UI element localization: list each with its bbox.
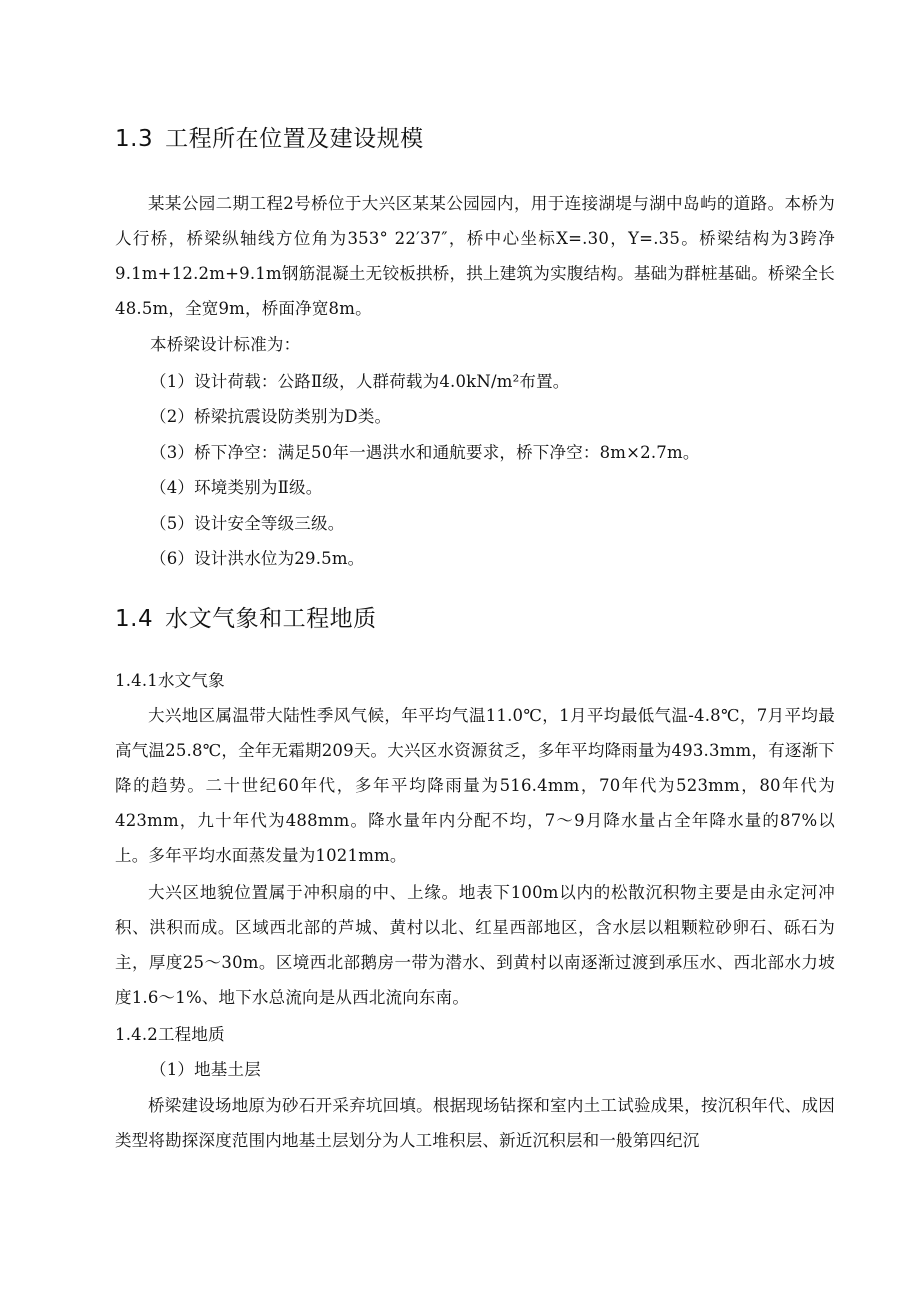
- section-1-3-number: 1.3: [115, 126, 154, 152]
- standard-item-3: （3）桥下净空：满足50年一遇洪水和通航要求，桥下净空：8m×2.7m。: [150, 443, 700, 462]
- section-1-4-heading: [115, 600, 377, 633]
- section-1-4-number: 1.4: [115, 606, 154, 632]
- section-1-3-title: 工程所在位置及建设规模: [165, 126, 424, 152]
- standard-item-5: （5）设计安全等级三级。: [150, 514, 345, 533]
- section-1-3-paragraph: 某某公园二期工程2号桥位于大兴区某某公园园内，用于连接湖堤与湖中岛屿的道路。本桥为人行桥，桥梁纵轴线方位角为353° 22′37″，桥中心坐标X=.30，Y=.35。桥梁结构为3跨净9.1m+12.2m+9.1m钢筋混凝土无铰板拱桥，拱上建筑为实腹结构。基础为群桩基础。桥梁全长48.5m，全宽9m，桥面净宽8m。: [115, 194, 835, 318]
- hydrology-paragraph-1: 大兴地区属温带大陆性季风气候，年平均气温11.0℃，1月平均最低气温-4.8℃，7月平均最高气温25.8℃，全年无霜期209天。大兴区水资源贫乏，多年平均降雨量为493.3mm，有逐渐下降的趋势。二十世纪60年代，多年平均降雨量为516.4mm，70年代为523mm，80年代为423mm，九十年代为488mm。降水量年内分配不均，7～9月降水量占全年降水量的87%以上。多年平均水面蒸发量为1021mm。: [115, 706, 835, 865]
- section-1-4-title: 水文气象和工程地质: [165, 606, 377, 632]
- subsection-1-4-1-title: 1.4.1水文气象: [115, 671, 225, 690]
- geology-item-1: （1）地基土层: [150, 1060, 261, 1079]
- section-1-3-heading: [115, 120, 424, 153]
- standard-intro: 本桥梁设计标准为：: [150, 335, 301, 354]
- standard-item-2: （2）桥梁抗震设防类别为D类。: [150, 407, 392, 426]
- standard-item-1: （1）设计荷载：公路Ⅱ级，人群荷载为4.0kN/m²布置。: [150, 372, 570, 391]
- standard-item-6: （6）设计洪水位为29.5m。: [150, 549, 365, 568]
- geology-paragraph-1: 桥梁建设场地原为砂石开采弃坑回填。根据现场钻探和室内土工试验成果，按沉积年代、成因类型将勘探深度范围内地基土层划分为人工堆积层、新近沉积层和一般第四纪沉: [115, 1096, 835, 1150]
- standard-item-4: （4）环境类别为Ⅱ级。: [150, 478, 323, 497]
- subsection-1-4-2-title: 1.4.2工程地质: [115, 1025, 225, 1044]
- hydrology-paragraph-2: 大兴区地貌位置属于冲积扇的中、上缘。地表下100m以内的松散沉积物主要是由永定河冲积、洪积而成。区域西北部的芦城、黄村以北、红星西部地区，含水层以粗颗粒砂卵石、砾石为主，厚度25～30m。区境西北部鹅房一带为潜水、到黄村以南逐渐过渡到承压水、西北部水力坡度1.6～1%、地下水总流向是从西北流向东南。: [115, 883, 835, 1007]
